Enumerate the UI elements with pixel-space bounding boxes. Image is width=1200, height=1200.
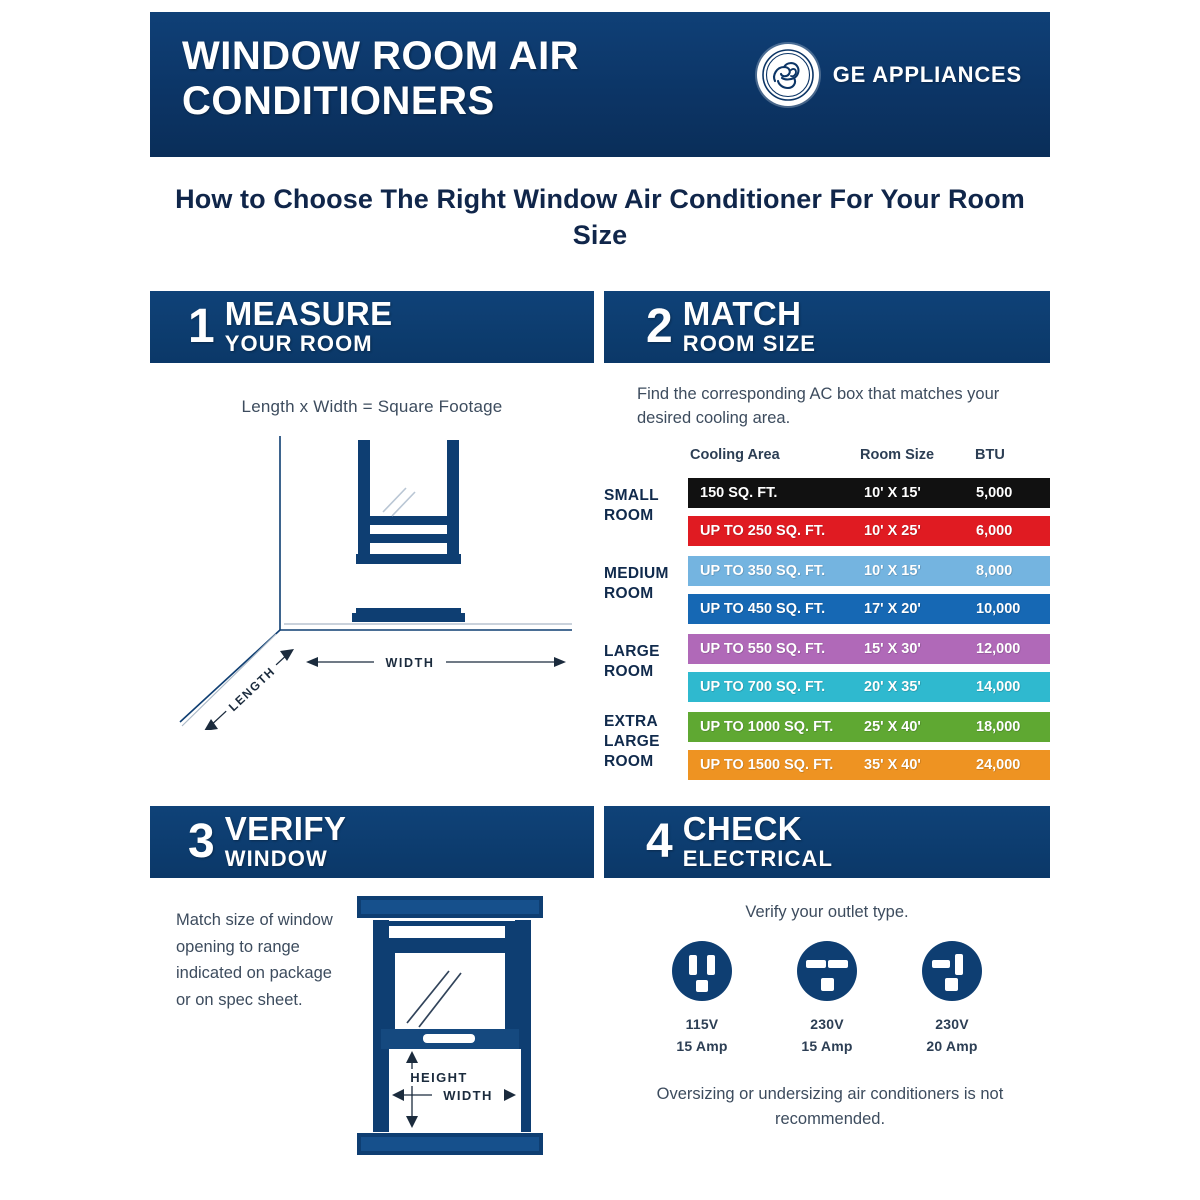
section-title: MATCH [682,294,802,332]
table-row[interactable] [688,516,1050,546]
width-label: WIDTH [443,1088,493,1103]
outlet-label [909,1014,995,1057]
room-category-label: EXTRA LARGE ROOM [604,713,660,770]
room-category-label: MEDIUM ROOM [604,565,669,602]
measure-caption: Length x Width = Square Footage [241,397,503,416]
section-header-measure [150,291,594,363]
cell-cooling-area: UP TO 250 SQ. FT. [700,523,826,539]
table-row[interactable] [688,634,1050,664]
cell-room-size: 15' X 30' [864,641,921,657]
cell-cooling-area: UP TO 550 SQ. FT. [700,641,826,657]
cell-room-size: 10' X 15' [864,485,921,501]
cell-btu: 24,000 [976,757,1021,773]
cell-cooling-area: UP TO 450 SQ. FT. [700,601,826,617]
group-medium-room [604,556,1050,626]
ge-monogram-icon [757,44,819,106]
cell-room-size: 10' X 25' [864,523,921,539]
section-header-verify [150,806,594,878]
cell-room-size: 17' X 20' [864,601,921,617]
outlet-amperage: 20 Amp [926,1037,978,1054]
outlet-amperage: 15 Amp [801,1037,853,1054]
verify-instructions: Match size of window opening to range indicated on package or on spec sheet. [176,911,333,1010]
width-label: WIDTH [385,656,435,670]
check-caption: Verify your outlet type. [745,903,909,921]
table-row[interactable] [688,750,1050,780]
cell-btu: 5,000 [976,485,1013,501]
list-item[interactable] [659,940,745,1057]
outlet-voltage: 115V [685,1016,719,1032]
height-label: HEIGHT [410,1070,468,1085]
outlet-230v-20amp-icon [921,940,983,1002]
table-row[interactable] [688,478,1050,508]
column-header-cooling-area: Cooling Area [690,447,780,463]
group-extra-large-room [604,712,1050,782]
group-large-room [604,634,1050,704]
sizing-note: Oversizing or undersizing air conditioners is not recommended. [656,1085,1004,1128]
outlet-voltage: 230V [810,1016,844,1032]
cell-room-size: 25' X 40' [864,719,921,735]
match-intro: Find the corresponding AC box that matches your desired cooling area. [637,385,1000,427]
table-row[interactable] [688,672,1050,702]
length-label: LENGTH [225,663,279,715]
cell-cooling-area: UP TO 350 SQ. FT. [700,563,826,579]
cell-btu: 8,000 [976,563,1013,579]
section-header-match [604,291,1050,363]
outlet-amperage: 15 Amp [676,1037,728,1054]
room-category-label: LARGE ROOM [604,643,660,680]
cell-btu: 12,000 [976,641,1021,657]
cell-cooling-area: UP TO 700 SQ. FT. [700,679,826,695]
section-subtitle: WINDOW [224,845,328,871]
cell-cooling-area: UP TO 1000 SQ. FT. [700,719,834,735]
page-subtitle: How to Choose The Right Window Air Conditioner For Your Room Size [175,184,1025,250]
table-row[interactable] [688,556,1050,586]
outlet-label [784,1014,870,1057]
cell-btu: 18,000 [976,719,1021,735]
section-number: 3 [188,815,215,868]
section-subtitle: ROOM SIZE [682,330,817,356]
header-banner [150,12,1050,157]
list-item[interactable] [909,940,995,1057]
cell-room-size: 20' X 35' [864,679,921,695]
room-category-label: SMALL ROOM [604,487,659,524]
cell-btu: 10,000 [976,601,1021,617]
outlet-type-list [604,940,1050,1057]
brand-name: GE APPLIANCES [832,62,1022,87]
table-row[interactable] [688,712,1050,742]
cell-cooling-area: 150 SQ. FT. [700,485,778,501]
group-small-room [604,478,1050,548]
section-subtitle: ELECTRICAL [682,845,834,871]
outlet-230v-15amp-icon [796,940,858,1002]
list-item[interactable] [784,940,870,1057]
section-header-check [604,806,1050,878]
page-title: WINDOW ROOM AIR CONDITIONERS [182,34,580,123]
window-diagram [345,893,570,1158]
section-number: 2 [646,300,673,353]
cell-btu: 6,000 [976,523,1013,539]
brand-logo [757,12,1050,106]
table-header-row [604,447,1050,469]
section-number: 4 [646,815,673,868]
table-row[interactable] [688,594,1050,624]
section-number: 1 [188,300,215,353]
section-subtitle: YOUR ROOM [224,330,373,356]
column-header-room-size: Room Size [860,447,935,463]
outlet-115v-15amp-icon [671,940,733,1002]
cell-cooling-area: UP TO 1500 SQ. FT. [700,757,834,773]
outlet-voltage: 230V [935,1016,969,1032]
section-title: CHECK [682,809,803,847]
section-title: VERIFY [224,809,347,847]
cell-room-size: 10' X 15' [864,563,921,579]
section-title: MEASURE [224,294,393,332]
column-header-btu: BTU [975,447,1005,463]
cell-btu: 14,000 [976,679,1021,695]
outlet-label [659,1014,745,1057]
room-corner-diagram [168,430,578,730]
cell-room-size: 35' X 40' [864,757,921,773]
